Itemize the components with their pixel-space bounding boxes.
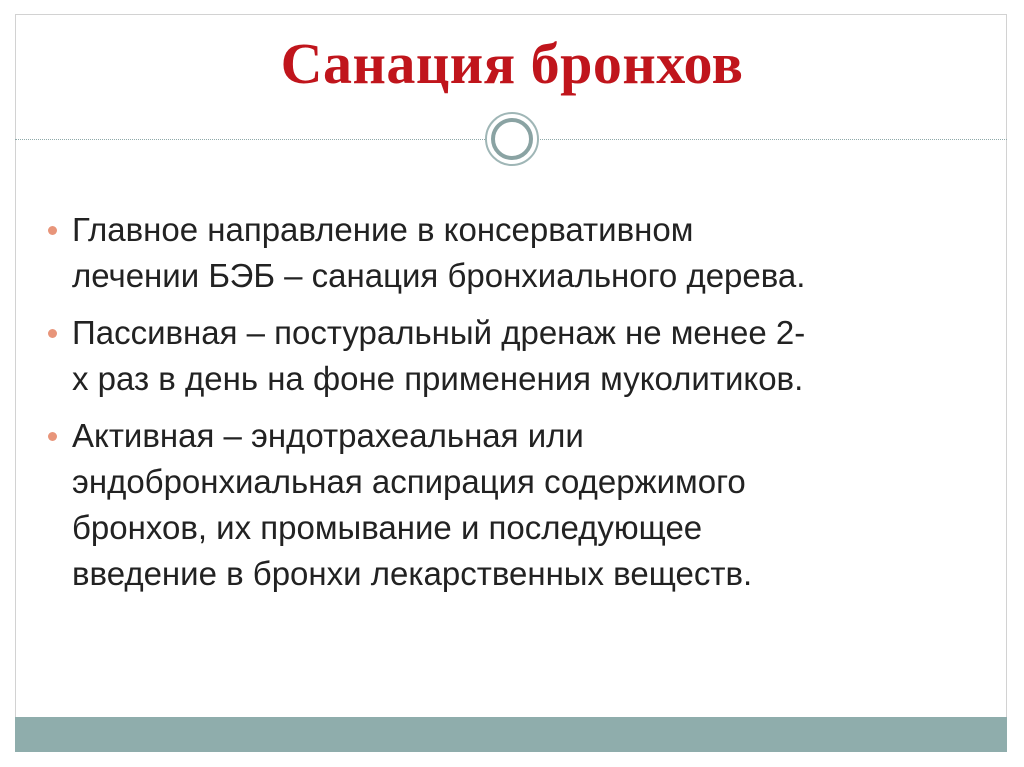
bullet-list xyxy=(48,207,988,608)
circle-ornament-icon xyxy=(485,112,539,166)
bullet-text-line: х раз в день на фоне применения муколитиков. xyxy=(72,360,804,397)
bullet-text-line: лечении БЭБ – санация бронхиального дерева. xyxy=(72,257,806,294)
bullet-dot-icon xyxy=(48,226,57,235)
bullet-text-line: Пассивная – постуральный дренаж не менее 2- xyxy=(72,314,806,351)
bullet-item xyxy=(48,207,988,299)
footer-bar xyxy=(15,717,1007,752)
circle-ornament-inner xyxy=(491,118,533,160)
slide-title: Санация бронхов xyxy=(280,31,744,96)
bullet-dot-icon xyxy=(48,432,57,441)
bullet-text-line: бронхов, их промывание и последующее xyxy=(72,509,703,546)
bullet-text-line: Главное направление в консервативном xyxy=(72,211,694,248)
bullet-dot-icon xyxy=(48,329,57,338)
bullet-text-line: Активная – эндотрахеальная или xyxy=(72,417,584,454)
bullet-text-line: введение в бронхи лекарственных веществ. xyxy=(72,555,753,592)
bullet-text-line: эндобронхиальная аспирация содержимого xyxy=(72,463,746,500)
bullet-item xyxy=(48,413,988,597)
bullet-item xyxy=(48,310,988,402)
